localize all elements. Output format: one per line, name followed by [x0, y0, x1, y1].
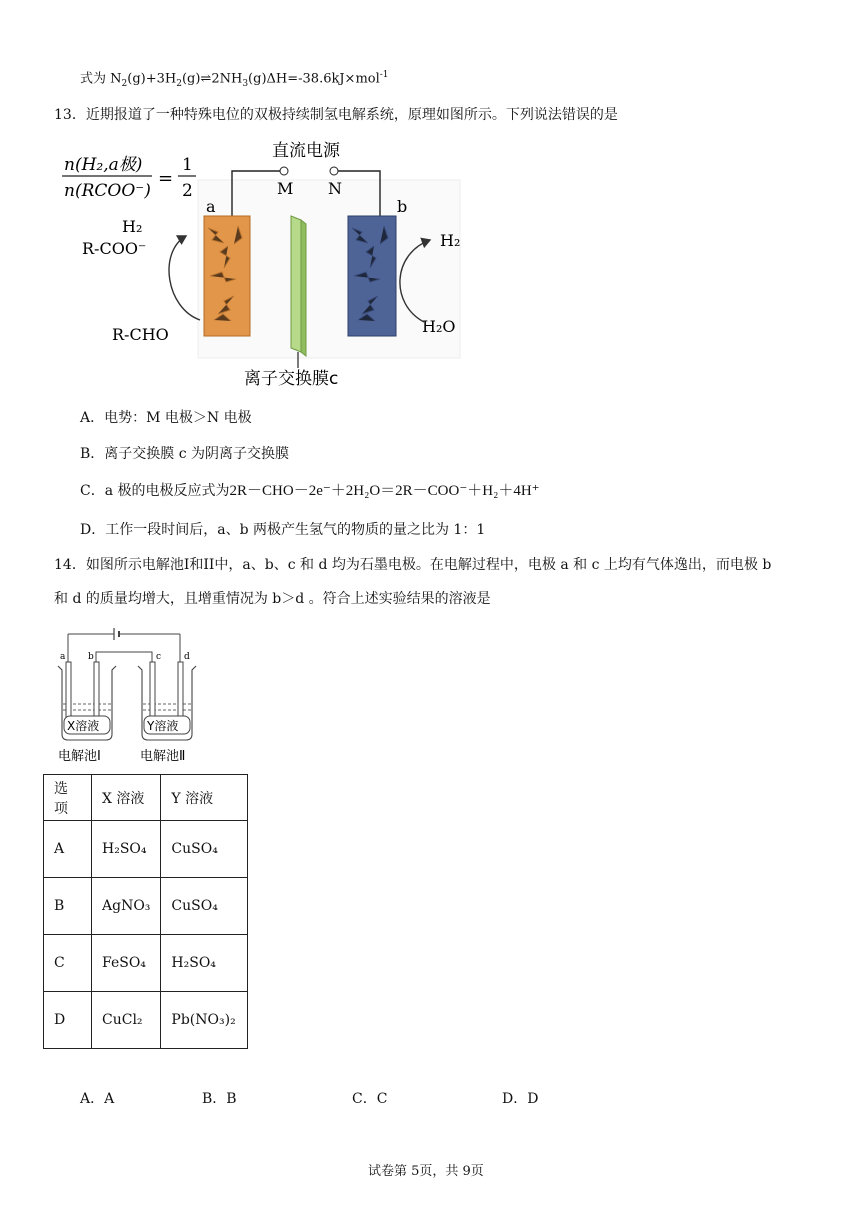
table-cell: AgNO₃: [92, 878, 161, 935]
q13-option-a: A．电势：M 电极＞N 电极: [80, 410, 252, 426]
left-h2-label: H₂: [122, 217, 143, 236]
page-footer: 试卷第 5页，共 9页: [368, 1164, 484, 1179]
cell-1-label: 电解池Ⅰ: [58, 749, 101, 764]
right-h2-label: H₂: [440, 231, 461, 250]
table-header-cell: X 溶液: [92, 775, 161, 821]
table-cell: FeSO₄: [92, 935, 161, 992]
electrode-label-b: b: [88, 652, 94, 662]
table-cell: A: [44, 821, 92, 878]
terminal-n-label: N: [328, 179, 342, 198]
terminal-n: [330, 167, 338, 175]
table-cell: D: [44, 992, 92, 1049]
q13-stem: 13．近期报道了一种特殊电位的双极持续制氢电解系统，原理如图所示。下列说法错误的是: [54, 107, 618, 123]
table-header-cell: Y 溶液: [161, 775, 248, 821]
table-row: [44, 992, 248, 1049]
q14-answer-d: D．D: [502, 1091, 539, 1107]
table-cell: CuSO₄: [161, 821, 248, 878]
q14-answer-b: B．B: [202, 1091, 237, 1107]
terminal-m: [280, 167, 288, 175]
membrane-label: 离子交换膜c: [244, 369, 339, 388]
prev-question-equation: 式为 $N_2(g)+3H_2(g)\rightleftharpoons 2NH_3(g)\Delta H=-38.6kJ\times mol^{-1}$: [80, 70, 389, 89]
ratio-eq: =: [158, 168, 174, 189]
q13-option-d: D．工作一段时间后，a、b 两极产生氢气的物质的量之比为 1：1: [80, 522, 486, 538]
y-solution-label: Y溶液: [147, 719, 179, 733]
table-cell: CuCl₂: [92, 992, 161, 1049]
ratio-numerator: n(H₂,a极): [64, 155, 143, 175]
q14-stem-line2: 和 d 的质量均增大，且增重情况为 b＞d 。符合上述实验结果的溶液是: [54, 591, 491, 607]
q13-option-c: [80, 482, 540, 500]
power-source-label: 直流电源: [272, 141, 340, 161]
q13-option-c-equation: 2R－CHO－2e⁻＋2H₂O＝2R－COO⁻＋H₂＋4H⁺: [229, 483, 540, 499]
table-cell: C: [44, 935, 92, 992]
ratio-value-num: 1: [182, 155, 193, 175]
q13-option-b: B．离子交换膜 c 为阴离子交换膜: [80, 446, 290, 462]
table-cell: Pb(NO₃)₂: [161, 992, 248, 1049]
table-row: [44, 821, 248, 878]
terminal-m-label: M: [277, 179, 294, 198]
q13-option-c-prefix: C．a 极的电极反应式为: [80, 483, 230, 499]
q14-stem-line1: 14．如图所示电解池I和II中，a、b、c 和 d 均为石墨电极。在电解过程中，电极 a 和 c 上均有气体逸出，而电极 b: [54, 557, 772, 573]
cell-2-label: 电解池Ⅱ: [140, 749, 186, 764]
electrode-label-a: a: [60, 652, 66, 662]
options-table: [43, 774, 248, 1049]
left-reaction-arrow: [169, 236, 200, 320]
electrode-a-label: a: [206, 197, 216, 216]
table-cell: B: [44, 878, 92, 935]
left-rcoo-label: R-COO⁻: [82, 239, 147, 258]
left-rcho-label: R-CHO: [112, 325, 169, 344]
table-cell: H₂SO₄: [92, 821, 161, 878]
q14-answer-c: C．C: [352, 1091, 388, 1107]
right-h2o-label: H₂O: [422, 317, 456, 336]
ratio-value-den: 2: [182, 181, 193, 201]
x-solution-label: X溶液: [67, 719, 100, 733]
q14-answer-a: A．A: [80, 1091, 115, 1107]
table-row: [44, 878, 248, 935]
ratio-denominator: n(RCOO⁻): [64, 181, 151, 201]
ion-exchange-membrane: [291, 216, 301, 352]
electrode-b-label: b: [397, 197, 408, 216]
table-header-cell: 选项: [44, 775, 92, 821]
table-cell: CuSO₄: [161, 878, 248, 935]
electrolysis-diagram: [58, 136, 478, 388]
electrode-label-c: c: [156, 652, 162, 662]
electrolysis-cells-diagram: [52, 622, 212, 766]
electrode-label-d: d: [184, 652, 190, 662]
table-row: [44, 935, 248, 992]
table-header-row: [44, 775, 248, 821]
table-cell: H₂SO₄: [161, 935, 248, 992]
